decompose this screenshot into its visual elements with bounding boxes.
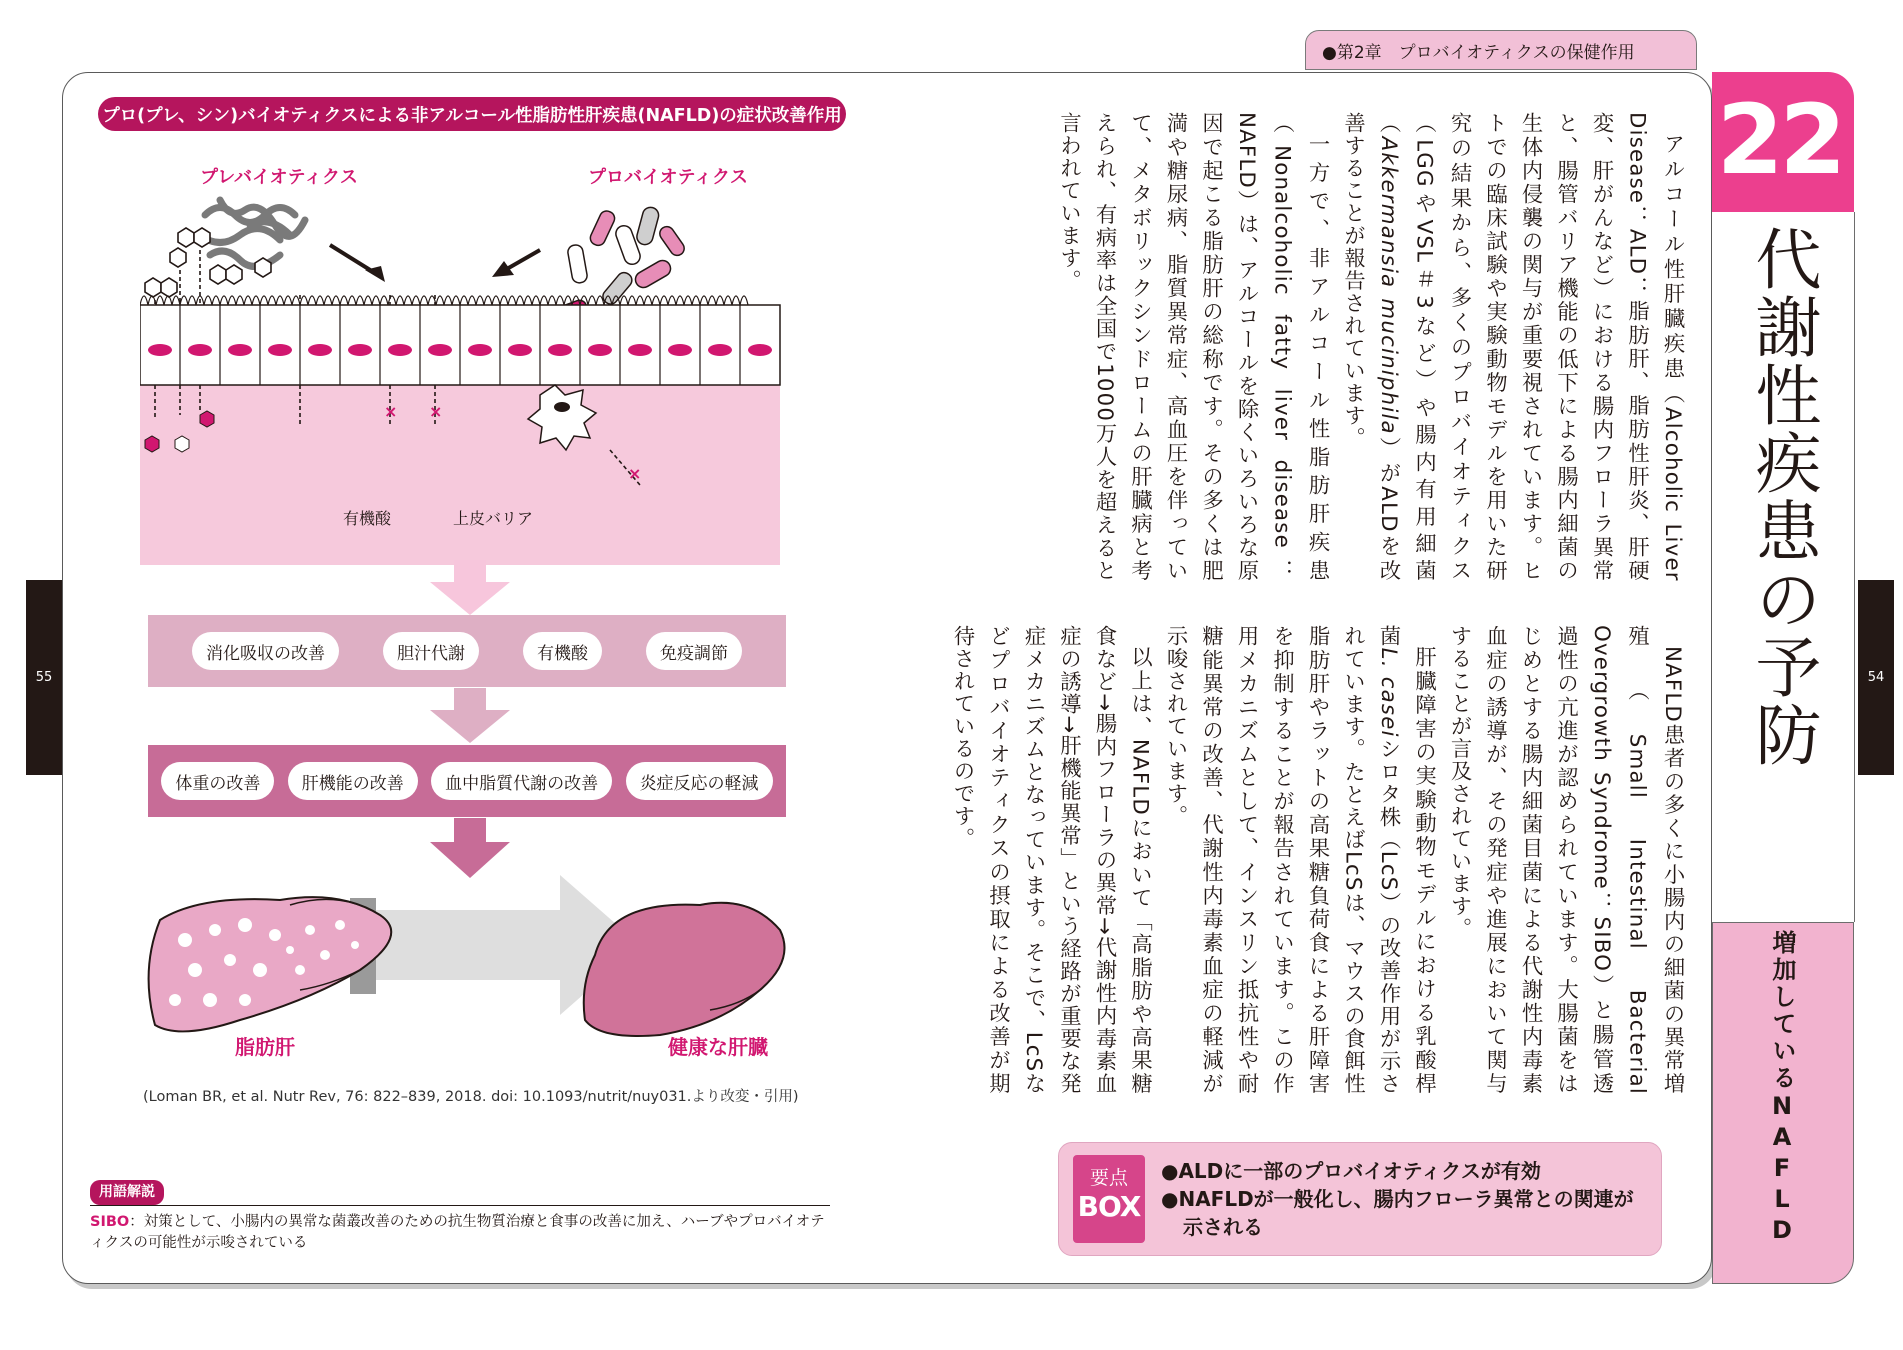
body-text-bottom bbox=[950, 625, 1690, 1095]
page-number-right: 54 bbox=[1867, 670, 1885, 685]
svg-text:×: × bbox=[384, 402, 398, 421]
paragraph-5: 以上は、NAFLDにおいて「高脂肪や高果糖食など→腸内フローラの異常→代謝性内毒素血症の誘導→肝機能異常」という経路が重要な発症メカニズムとなっています。そこで、LcSなどプロバイオティクスの摂取による改善が期待されているのです。 bbox=[950, 625, 1153, 1095]
microvilli bbox=[140, 296, 748, 305]
figure-citation: (Loman BR, et al. Nutr Rev, 76: 822–839, 2018. doi: 10.1093/nutrit/nuy031.より改変・引用) bbox=[143, 1089, 799, 1105]
key-point-1: ●ALDに一部のプロバイオティクスが有効 bbox=[1161, 1159, 1541, 1183]
effect-liver-function: 肝機能の改善 bbox=[288, 762, 418, 800]
paragraph-1: アルコール性肝臓疾患（Alcoholic Liver Disease：ALD：脂肪肝、脂肪性肝炎、肝硬変、肝がんなど）における腸内フローラ異常と、腸管バリア機能の低下による腸内細菌の生体内侵襲の関与が重要視されています。ヒトでの臨床試験や実験動物モデルを用いた研究の結果から、多くのプロバイオティクス（LGGやVSL＃3など）や腸内有用細菌（Akkermansia muciniphila）がALDを改善することが報告されています。 bbox=[1340, 112, 1685, 582]
hexagon-molecules bbox=[145, 228, 271, 297]
label-prebiotics: プレバイオティクス bbox=[200, 167, 358, 188]
glossary-text: SIBO：対策として、小腸内の異常な菌叢改善のための抗生物質治療と食事の改善に加え、ハーブやプロバイオティクスの可能性が示唆されている bbox=[90, 1214, 825, 1251]
key-points-badge: 要点 BOX bbox=[1073, 1155, 1145, 1243]
paragraph-3: NAFLD患者の多くに小腸内の細菌の異常増殖（Small Intestinal Bacterial Overgrowth Syndrome：SIBO）と腸管透過性の亢進が認められています。大腸菌をはじめとする腸内細菌目菌による代謝性内毒素血症の誘導が、その発症や進展において関与することが言及されています。 bbox=[1447, 625, 1685, 1095]
down-arrow-2 bbox=[420, 688, 520, 743]
label-probiotics: プロバイオティクス bbox=[588, 167, 748, 188]
prebiotic-fibers bbox=[200, 200, 305, 266]
glossary bbox=[90, 1180, 830, 1254]
effect-inflammation: 炎症反応の軽減 bbox=[626, 762, 773, 800]
section-subtitle: 増加しているNAFLD bbox=[1768, 930, 1796, 1247]
right-page-tab bbox=[1858, 580, 1894, 775]
label-epithelial-barrier: 上皮バリア bbox=[453, 509, 534, 528]
chapter-tab bbox=[1305, 30, 1697, 70]
label-organic-acid: 有機酸 bbox=[343, 509, 392, 528]
effect-lipid: 血中脂質代謝の改善 bbox=[431, 762, 612, 800]
fatty-liver-shape bbox=[149, 897, 392, 1031]
figure-title: プロ(プレ、シン)バイオティクスによる非アルコール性脂肪性肝疾患(NAFLD)の症状改善作用 bbox=[98, 97, 846, 131]
key-points-box bbox=[1058, 1142, 1662, 1256]
down-arrow-1 bbox=[420, 560, 520, 615]
paragraph-4: 肝臓障害の実験動物モデルにおける乳酸桿菌L. caseiシロタ株（LcS）の改善作用が示されています。たとえばLcSは、マウスの食餌性脂肪肝やラットの高果糖負荷食による肝障害を抑制することが報告されています。この作用メカニズムとして、インスリン抵抗性や耐糖能異常の改善、代謝性内毒素血症の軽減が示唆されています。 bbox=[1163, 625, 1437, 1095]
liver-illustration bbox=[140, 860, 800, 1060]
effect-organic-acid: 有機酸 bbox=[523, 632, 602, 670]
section-number: 22 bbox=[1716, 84, 1843, 196]
effect-row-1 bbox=[148, 615, 786, 687]
svg-text:×: × bbox=[628, 464, 642, 483]
svg-text:×: × bbox=[429, 402, 443, 421]
key-points-text bbox=[1161, 1157, 1651, 1241]
chapter-title: ●第2章 プロバイオティクスの保健作用 bbox=[1322, 42, 1635, 63]
effect-digestion: 消化吸収の改善 bbox=[192, 632, 339, 670]
label-healthy-liver: 健康な肝臓 bbox=[668, 1035, 768, 1059]
page-number-left: 55 bbox=[35, 670, 53, 685]
paragraph-2: 一方で、非アルコール性脂肪肝疾患（Nonalcoholic fatty liver disease：NAFLD）は、アルコールを除くいろいろな原因で起こる脂肪肝の総称です。その多くは肥満や糖尿病、脂質異常症、高血圧を伴っていて、メタボリックシンドロームの肝臓病と考えられ、有病率は全国で1000万人を超えると言われています。 bbox=[1056, 112, 1330, 582]
glossary-label: 用語解説 bbox=[90, 1180, 164, 1205]
lumen-area bbox=[140, 370, 780, 565]
key-point-2: ●NAFLDが一般化し、腸内フローラ異常との関連が示される bbox=[1161, 1187, 1634, 1239]
effect-immune: 免疫調節 bbox=[646, 632, 742, 670]
effect-row-2 bbox=[148, 745, 786, 817]
effect-weight: 体重の改善 bbox=[161, 762, 274, 800]
section-title: 代謝性疾患の予防 bbox=[1744, 225, 1821, 769]
effect-bile: 胆汁代謝 bbox=[383, 632, 479, 670]
body-text-top bbox=[1056, 112, 1690, 582]
label-fatty-liver: 脂肪肝 bbox=[235, 1035, 295, 1059]
left-page-tab bbox=[26, 580, 62, 775]
